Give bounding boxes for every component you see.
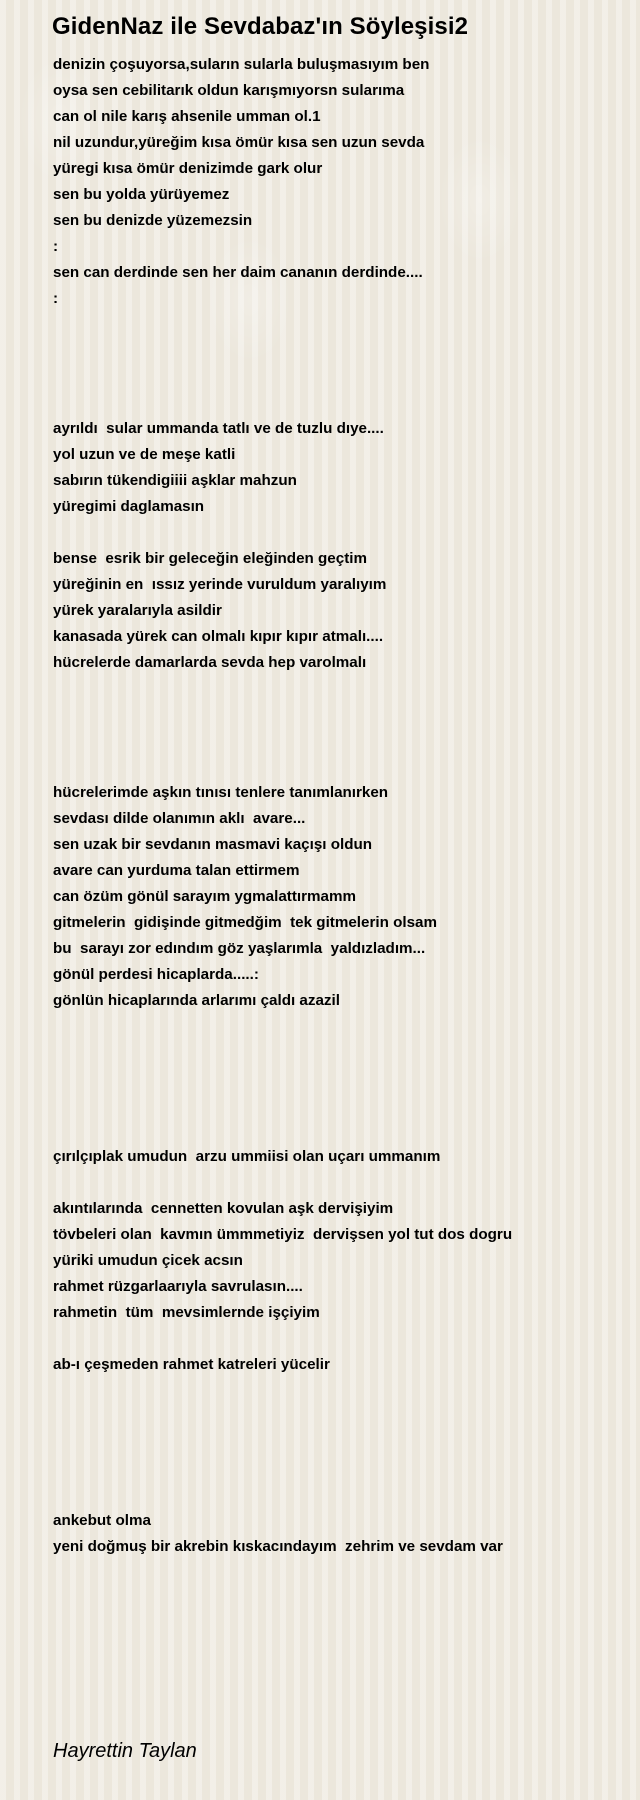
poem-blank-line: [53, 1456, 633, 1482]
poem-line: ankebut olma: [53, 1512, 151, 1529]
poem-blank-line: [53, 1404, 633, 1430]
poem-line: :: [53, 238, 59, 255]
poem-blank-line: [53, 1014, 633, 1040]
poem-body: [53, 52, 633, 1560]
poem-line: tövbeleri olan kavmın ümmmetiyiz dervişsen yol tut dos dogru: [53, 1226, 513, 1243]
poem-line: can özüm gönül sarayım ygmalattırmamm: [53, 888, 356, 905]
poem-blank-line: [53, 754, 633, 780]
poem-line: yüriki umudun çicek acsın: [53, 1252, 243, 1269]
poem-line: hücrelerimde aşkın tınısı tenlere tanımlanırken: [53, 784, 389, 801]
poem-line: avare can yurduma talan ettirmem: [53, 862, 300, 879]
poem-line: çırılçıplak umudun arzu ummiisi olan uçarı ummanım: [53, 1148, 441, 1165]
poem-line: sen bu yolda yürüyemez: [53, 186, 230, 203]
poem-line: gitmelerin gidişinde gitmedğim tek gitmelerin olsam: [53, 914, 437, 931]
poem-blank-line: [53, 1326, 633, 1352]
poem-line: can ol nile karış ahsenile umman ol.1: [53, 108, 321, 125]
poem-blank-line: [53, 676, 633, 702]
poem-line: ayrıldı sular ummanda tatlı ve de tuzlu dıye....: [53, 420, 384, 437]
poem-blank-line: [53, 312, 633, 338]
poem-blank-line: [53, 1430, 633, 1456]
poem-blank-line: [53, 390, 633, 416]
poem-line: gönlün hicaplarında arlarımı çaldı azazil: [53, 992, 340, 1009]
poem-line: gönül perdesi hicaplarda.....:: [53, 966, 259, 983]
poem-blank-line: [53, 1170, 633, 1196]
poem-blank-line: [53, 1378, 633, 1404]
poem-blank-line: [53, 338, 633, 364]
poem-blank-line: [53, 1092, 633, 1118]
poem-blank-line: [53, 364, 633, 390]
poem-line: kanasada yürek can olmalı kıpır kıpır atmalı....: [53, 628, 384, 645]
poem-line: :: [53, 290, 59, 307]
poem-line: bu sarayı zor edındım göz yaşlarımla yaldızladım...: [53, 940, 426, 957]
poem-line: sen bu denizde yüzemezsin: [53, 212, 253, 229]
poem-line: sevdası dilde olanımın aklı avare...: [53, 810, 306, 827]
poem-line: rahmetin tüm mevsimlernde işçiyim: [53, 1304, 320, 1321]
poem-line: ab-ı çeşmeden rahmet katreleri yücelir: [53, 1356, 330, 1373]
poem-line: sen can derdinde sen her daim cananın derdinde....: [53, 264, 423, 281]
poem-title: GidenNaz ile Sevdabaz'ın Söyleşisi2: [52, 13, 469, 40]
poem-line: yüregimi daglamasın: [53, 498, 205, 515]
author-signature: Hayrettin Taylan: [53, 1740, 197, 1762]
poem-line: bense esrik bir geleceğin eleğinden geçtim: [53, 550, 367, 567]
poem-blank-line: [53, 520, 633, 546]
poem-line: sabırın tükendigiiii aşklar mahzun: [53, 472, 297, 489]
poem-line: yürek yaralarıyla asildir: [53, 602, 222, 619]
poem-line: oysa sen cebilitarık oldun karışmıyorsn sularıma: [53, 82, 405, 99]
poem-line: yeni doğmuş bir akrebin kıskacındayım zehrim ve sevdam var: [53, 1538, 503, 1555]
poem-line: akıntılarında cennetten kovulan aşk dervişiyim: [53, 1200, 394, 1217]
poem-line: yüregi kısa ömür denizimde gark olur: [53, 160, 323, 177]
poem-blank-line: [53, 702, 633, 728]
poem-blank-line: [53, 1066, 633, 1092]
poem-blank-line: [53, 1482, 633, 1508]
poem-line: nil uzundur,yüreğim kısa ömür kısa sen uzun sevda: [53, 134, 425, 151]
poem-blank-line: [53, 728, 633, 754]
poem-line: yol uzun ve de meşe katli: [53, 446, 236, 463]
poem-blank-line: [53, 1118, 633, 1144]
poem-line: denizin çoşuyorsa,suların sularla buluşmasıyım ben: [53, 56, 430, 73]
poem-line: sen uzak bir sevdanın masmavi kaçışı oldun: [53, 836, 373, 853]
poem-line: hücrelerde damarlarda sevda hep varolmalı: [53, 654, 367, 671]
poem-line: rahmet rüzgarlaarıyla savrulasın....: [53, 1278, 303, 1295]
poem-blank-line: [53, 1040, 633, 1066]
poem-line: yüreğinin en ıssız yerinde vuruldum yaralıyım: [53, 576, 387, 593]
